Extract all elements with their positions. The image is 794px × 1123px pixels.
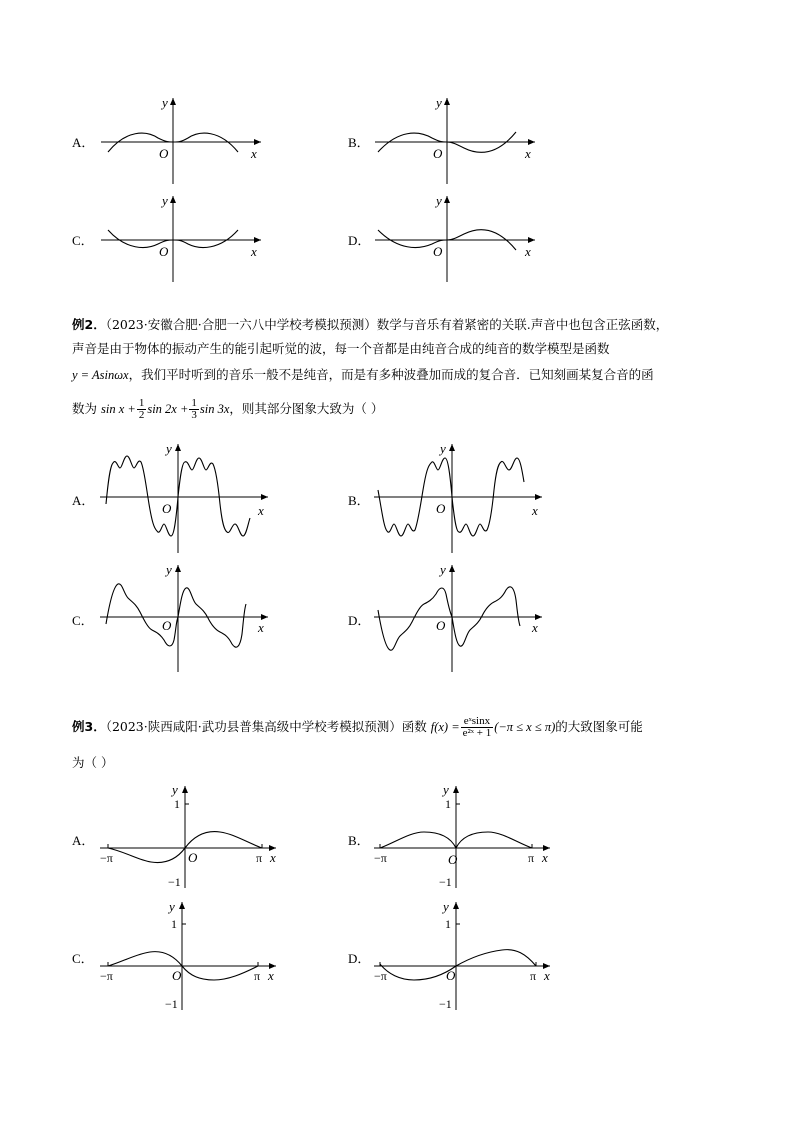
ex3-func-name: f(x) = — [430, 720, 460, 734]
frac-num: eˣsinx — [461, 716, 494, 728]
ex2-sum-part2: sin 2x + — [147, 402, 189, 416]
ex3-label: 例3． — [72, 719, 106, 734]
tick-label-pi: π — [256, 851, 263, 865]
origin-label: O — [159, 244, 169, 259]
x-label: x — [525, 244, 531, 259]
x-label: x — [258, 503, 264, 518]
y-label: y — [440, 562, 446, 577]
option-a-label: A． — [72, 833, 95, 848]
y-label: y — [443, 899, 449, 914]
option-c-label: C． — [72, 613, 94, 628]
ex3-text-suffix: 的大致图象可能 — [555, 719, 643, 734]
graph-1c — [96, 190, 276, 290]
x-axis-arrow — [261, 494, 268, 500]
x-label: x — [525, 146, 531, 161]
ex2-line-3 — [72, 364, 654, 386]
curve — [106, 584, 246, 647]
x-axis-arrow — [254, 237, 261, 243]
ex2-third-fraction — [189, 398, 199, 421]
y-label: y — [436, 193, 442, 208]
y-axis-arrow — [449, 565, 455, 572]
ex3-fraction — [461, 716, 494, 739]
option-d-label: D． — [348, 951, 371, 966]
ex2-line1-text: 数学与音乐有着紧密的关联.声音中也包含正弦函数， — [376, 317, 669, 332]
ex2-line-2: 声音是由于物体的振动产生的能引起听觉的波，每一个音都是由纯音合成的纯音的数学模型是函数 — [72, 341, 610, 356]
tick-label-neg-pi: −π — [374, 851, 387, 865]
y-axis-arrow — [453, 902, 459, 909]
ex3-source: （2023·陕西咸阳·武功县普集高级中学校考模拟预测） — [105, 719, 402, 734]
frac-num: 1 — [191, 397, 197, 409]
tick-label-neg-1: −1 — [439, 875, 452, 889]
y-axis-arrow — [170, 196, 176, 203]
option-c-label: C． — [72, 233, 94, 248]
tick-label-neg-1: −1 — [439, 997, 452, 1011]
origin-label: O — [436, 618, 446, 633]
graph-2b — [370, 438, 550, 558]
ex2-sum-part1: sin x + — [101, 402, 136, 416]
frac-den: 3 — [191, 409, 197, 421]
option-a-label: A． — [72, 135, 95, 150]
x-label: x — [532, 503, 538, 518]
origin-label: O — [188, 850, 198, 865]
ex2-line-1 — [72, 314, 668, 336]
x-axis-arrow — [528, 237, 535, 243]
option-a-label: A． — [72, 493, 95, 508]
tick-label-1: 1 — [174, 797, 180, 811]
y-axis-arrow — [444, 98, 450, 105]
graph-2a — [96, 438, 276, 558]
y-label: y — [169, 899, 175, 914]
option-c-label: C． — [72, 951, 94, 966]
x-label: x — [544, 968, 550, 983]
origin-label: O — [436, 501, 446, 516]
option-b-label: B． — [348, 493, 370, 508]
tick-label-pi: π — [254, 969, 261, 983]
x-label: x — [268, 968, 274, 983]
origin-label: O — [172, 968, 182, 983]
graph-3a — [96, 780, 286, 890]
x-label: x — [251, 146, 257, 161]
tick-label-neg-pi: −π — [100, 969, 113, 983]
y-axis-arrow — [175, 444, 181, 451]
graph-1b — [370, 92, 550, 192]
x-label: x — [532, 620, 538, 635]
y-label: y — [172, 782, 178, 797]
option-d-label: D． — [348, 233, 371, 248]
tick-label-neg-1: −1 — [165, 997, 178, 1011]
ex2-model-formula: y = Asinωx — [72, 368, 129, 382]
option-b-label: B． — [348, 833, 370, 848]
tick-label-1: 1 — [445, 797, 451, 811]
graph-2d — [370, 560, 550, 680]
x-axis-arrow — [528, 139, 535, 145]
graph-1a — [96, 92, 276, 192]
y-label: y — [166, 562, 172, 577]
tick-label-pi: π — [528, 851, 535, 865]
graph-3b — [370, 780, 560, 890]
ex2-line-4 — [72, 398, 383, 421]
curve — [380, 950, 536, 980]
x-label: x — [270, 850, 276, 865]
tick-label-neg-1: −1 — [168, 875, 181, 889]
graph-3d — [370, 896, 560, 1014]
origin-label: O — [159, 146, 169, 161]
tick-label-1: 1 — [445, 917, 451, 931]
tick-label-pi: π — [530, 969, 537, 983]
x-label: x — [251, 244, 257, 259]
option-d-label: D． — [348, 613, 371, 628]
ex2-line4-prefix: 数为 — [72, 401, 98, 416]
ex3-text-prefix: 函数 — [401, 719, 427, 734]
origin-label: O — [162, 501, 172, 516]
origin-label: O — [433, 146, 443, 161]
y-axis-arrow — [175, 565, 181, 572]
y-axis-arrow — [170, 98, 176, 105]
x-label: x — [258, 620, 264, 635]
y-axis-arrow — [453, 786, 459, 793]
ex3-domain: (−π ≤ x ≤ π) — [494, 720, 556, 734]
y-label: y — [162, 95, 168, 110]
option-b-label: B． — [348, 135, 370, 150]
tick-label-1: 1 — [171, 917, 177, 931]
y-label: y — [443, 782, 449, 797]
y-axis-arrow — [179, 902, 185, 909]
y-label: y — [436, 95, 442, 110]
ex2-line3-text: ，我们平时听到的音乐一般不是纯音，而是有多种波叠加而成的复合音．已知刻画某复合音的函 — [128, 367, 654, 382]
y-label: y — [440, 441, 446, 456]
x-axis-arrow — [254, 139, 261, 145]
x-axis-arrow — [535, 494, 542, 500]
graph-2c — [96, 560, 276, 680]
ex2-source: （2023·安徽合肥·合肥一六八中学校考模拟预测） — [105, 317, 377, 332]
ex2-label: 例2． — [72, 317, 106, 332]
ex2-sum-part3: sin 3x — [199, 402, 230, 416]
graph-1d — [370, 190, 550, 290]
y-axis-arrow — [444, 196, 450, 203]
ex3-line-2: 为（ ） — [72, 755, 114, 770]
curve — [378, 587, 520, 650]
origin-label: O — [433, 244, 443, 259]
frac-den: e²ˣ + 1 — [462, 727, 492, 739]
y-label: y — [162, 193, 168, 208]
tick-label-neg-pi: −π — [100, 851, 113, 865]
x-label: x — [542, 850, 548, 865]
frac-num: 1 — [138, 397, 145, 409]
y-axis-arrow — [182, 786, 188, 793]
origin-label: O — [448, 852, 458, 867]
y-label: y — [166, 441, 172, 456]
graph-3c — [96, 896, 286, 1014]
tick-label-neg-pi: −π — [374, 969, 387, 983]
y-axis-arrow — [449, 444, 455, 451]
origin-label: O — [446, 968, 456, 983]
ex3-line-1 — [72, 716, 643, 739]
origin-label: O — [162, 618, 172, 633]
ex2-line4-suffix: ，则其部分图象大致为（ ） — [229, 401, 384, 416]
frac-den: 2 — [138, 409, 145, 421]
ex2-half-fraction — [137, 398, 147, 421]
